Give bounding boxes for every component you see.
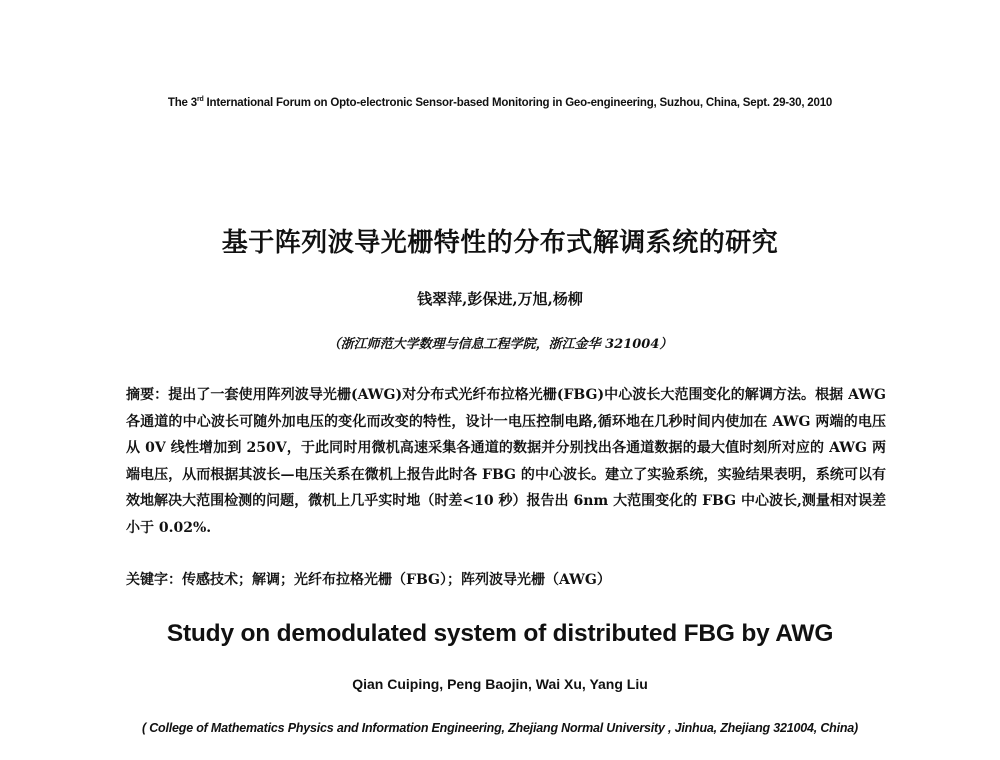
abstract-text: 提出了一套使用阵列波导光栅(AWG)对分布式光纤布拉格光栅(FBG)中心波长大范围变化的解调方法。根据 AWG 各通道的中心波长可随外加电压的变化而改变的特性，设计一电压控制电路,循环地在几秒时间内使加在 AWG 两端的电压从 0V 线性增加到 250V，于此同时用微机高速采集各通道的数据并分别找出各通道数据的最大值时刻所对应的 AWG 两端电压，从而根据其波长—电压关系在微机上报告此时各 FBG 的中心波长。建立了实验系统，实验结果表明，系统可以有效地解决大范围检测的问题，微机上几乎实时地（时差<10 秒）报告出 6nm 大范围变化的 FBG 中心波长,测量相对误差小于 0.02%. xyxy=(126,387,887,536)
chinese-abstract xyxy=(126,382,886,541)
conference-header-suffix: International Forum on Opto-electronic Sensor-based Monitoring in Geo-engineering, Suzhou, China, Sept. 29-30, 2010 xyxy=(203,96,833,109)
chinese-affiliation: （浙江师范大学数理与信息工程学院，浙江金华 321004） xyxy=(327,337,673,352)
english-authors: Qian Cuiping, Peng Baojin, Wai Xu, Yang Liu xyxy=(352,676,648,692)
conference-header xyxy=(0,96,1000,109)
conference-header-prefix: The 3 xyxy=(167,96,197,109)
keywords-text: 传感技术；解调；光纤布拉格光栅（FBG）；阵列波导光栅（AWG） xyxy=(182,572,611,588)
english-title: Study on demodulated system of distributed FBG by AWG xyxy=(166,620,834,647)
chinese-keywords xyxy=(126,569,886,589)
conference-header-ordinal: rd xyxy=(196,96,204,103)
english-affiliation: ( College of Mathematics Physics and Information Engineering, Zhejiang Normal University , Jinhua, Zhejiang 321004, China) xyxy=(141,721,859,735)
chinese-title: 基于阵列波导光栅特性的分布式解调系统的研究 xyxy=(221,228,779,258)
keywords-label: 关键字： xyxy=(126,572,182,588)
chinese-authors: 钱翠萍,彭保进,万旭,杨柳 xyxy=(417,290,583,308)
abstract-label: 摘要： xyxy=(126,387,169,403)
